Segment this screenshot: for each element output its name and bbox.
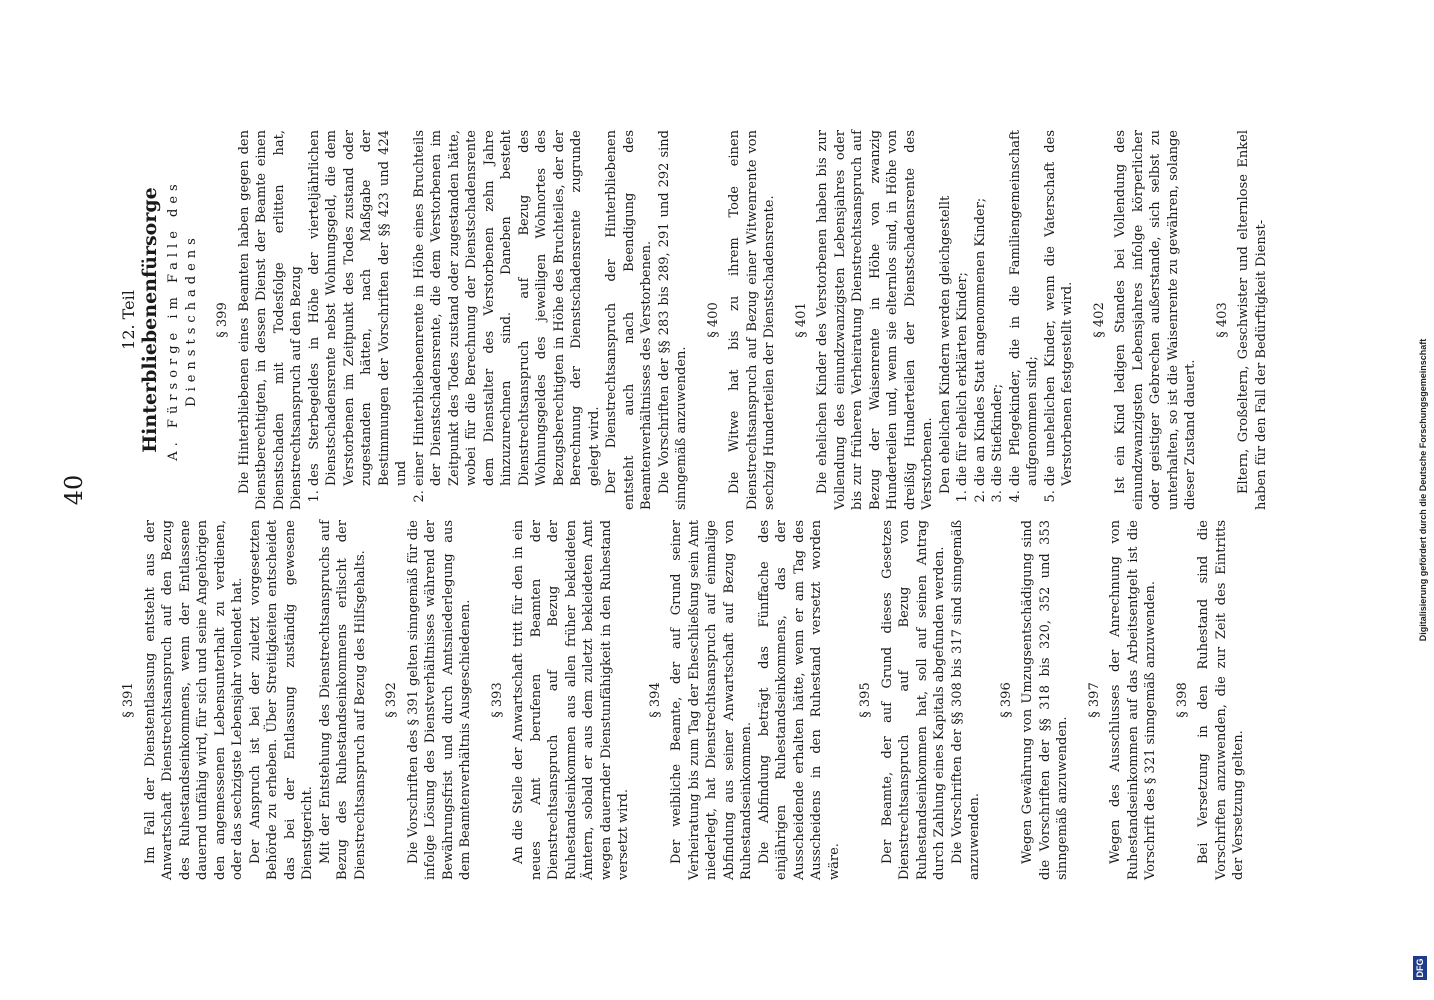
section-paragraph: Wegen Gewährung von Umzugsentschädigung sind die Vorschriften der §§ 318 bis 320, 352 und 353 sinngemäß anzuwenden. [1020,520,1070,880]
section-paragraph: Wegen des Ausschlusses der Anrechnung von Ruhestandseinkommen auf das Arbeitsentgelt ist die Vorschrift des § 321 sinngemäß anzuwenden. [1108,520,1158,880]
section-title: § 394 [647,682,663,718]
list-item: 5. die unehelichen Kinder, wenn die Vaterschaft des Verstorbenen festgestellt wird. [1042,130,1077,486]
section-paragraph: Die Vorschriften des § 391 gelten sinngemäß für die infolge Lösung des Dienstverhältnisses während der Bewährungsfrist und durch Amtsniederlegung aus dem Beamtenverhältnis Ausgeschiedenen. [405,520,473,880]
section-400-text: Die Witwe hat bis zu ihrem Tode einen Dienstrechtsanspruch auf Bezug einer Witwenrente von sechzig Hunderteilen der Dienstschadensrente. [727,130,777,510]
section-title: § 398 [1174,682,1190,718]
list-item: 3. die Stiefkinder; [989,130,1007,486]
list-item: 2. die an Kindes Statt angenommenen Kinder; [972,130,990,486]
section-403-text: Eltern, Großeltern, Geschwister und elternlose Enkel haben für den Fall der Bedürftigkeit Dienst- [1236,130,1269,510]
section-paragraph: Mit der Entstehung des Dienstrechtsanspruchs auf Bezug des Ruhestandseinkommens erlischt der Dienstrechtsanspruch auf Bezug des Hilfsgehalts. [317,520,368,880]
section-paragraph: Die Abfindung beträgt das Fünffache des einjährigen Ruhestandseinkommens, das der Ausscheidende erhalten hätte, wenn er am Tag des Ausscheidens in den Ruhestand versetzt worden wäre. [756,520,842,880]
part-title: Hinterbliebenenfürsorge [138,187,161,453]
section-title-403: § 403 [1214,302,1230,338]
section-title: § 391 [121,682,136,718]
sub-heading: A. Fürsorge im Falle des Dienstschadens [166,179,199,461]
right-column [120,130,1270,510]
section-paragraph: Bei Versetzung in den Ruhestand sind die Vorschriften anzuwenden, die zur Zeit des Eintritts der Versetzung gelten. [1196,520,1246,880]
list-item: 1. die für ehelich erklärten Kinder; [954,130,972,486]
page-number: 40 [60,474,88,506]
section-paragraph: An die Stelle der Anwartschaft tritt für den in ein neues Amt berufenen Beamten der Dienstrechtsanspruch auf Bezug der Ruhestandseinkommen aus allen früher bekleideten Ämtern, sobald er aus dem zuletzt bekleideten Amt wegen dauernder Dienstunfähigkeit in den Ruhestand versetzt wird. [511,520,631,880]
section-399-intro: Die Hinterbliebenen eines Beamten haben gegen den Dienstberechtigten, in dessen Dienst der Beamte einen Dienstschaden mit Todesfolge erlitten hat, Dienstrechtsanspruch auf den Bezug [236,130,304,510]
section-title: § 393 [489,682,505,718]
section-401-list [954,130,1077,510]
section-paragraph: Die Vorschriften der §§ 308 bis 317 sind sinngemäß anzuwenden. [949,520,982,880]
section-paragraph: Im Fall der Dienstentlassung entsteht aus der Anwartschaft Dienstrechtsanspruch auf den Bezug des Ruhestandseinkommens, wenn der Entlassene dauernd unfähig wird, für sich und seine Angehörigen den angemessenen Lebensunterhalt zu verdienen, oder das sechzigste Lebensjahr vollendet hat. [142,520,245,880]
section-title: § 397 [1086,682,1102,718]
section-paragraph: Der Beamte, der auf Grund dieses Gesetzes Dienstrechtsanspruch auf Bezug von Ruhestandseinkommen hat, soll auf seinen Antrag durch Zahlung eines Kapitals abgefunden werden. [879,520,947,880]
section-title: § 395 [858,682,873,718]
section-401-intro: Die ehelichen Kinder des Verstorbenen haben bis zur Vollendung des einundzwanzigsten Lebensjahres oder bis zur früheren Verheiratung Dienstrechtsanspruch auf Bezug der Waisenrente in Höhe von zwanzig Hunderteilen und, wenn sie elternlos sind, in Höhe von dreißig Hunderteilen der Dienstschadensrente des Verstorbenen. [815,130,935,510]
section-title-401: § 401 [793,302,809,338]
section-399-list [306,130,604,510]
section-title: § 396 [998,682,1014,718]
section-title-400: § 400 [705,302,721,338]
section-title-399: § 399 [215,302,230,338]
section-title: § 392 [384,682,399,718]
left-column [120,520,1248,880]
section-paragraph: Der weibliche Beamte, der auf Grund seiner Verheiratung bis zum Tag der Eheschließung sein Amt niederlegt, hat Dienstrechtsanspruch auf einmalige Abfindung aus seiner Anwartschaft auf Bezug von Ruhestandseinkommen. [669,520,754,880]
section-paragraph: Der Anspruch ist bei der zuletzt vorgesetzten Behörde zu erheben. Über Streitigkeiten entscheidet das bei der Entlassung zuständig gewesene Dienstgericht. [247,520,315,880]
funding-note: Digitalisierung gefördert durch die Deutsche Forschungsgemeinschaft [1418,338,1428,642]
section-399-para: Die Vorschriften der §§ 283 bis 289, 291 und 292 sind sinngemäß anzuwenden. [656,130,689,510]
section-402-text: Ist ein Kind ledigen Standes bei Vollendung des einundzwanzigsten Lebensjahres infolge körperlicher oder geistiger Gebrechen außerstande, sich selbst zu unterhalten, so ist die Waisenrente zu gewähren, solange dieser Zustand dauert. [1113,130,1198,510]
list-item: 4. die Pflegekinder, die in die Familiengemeinschaft aufgenommen sind; [1007,130,1042,486]
list-item: 2. einer Hinterbliebenenrente in Höhe eines Bruchteils der Dienstschadensrente, die dem Verstorbenen im Zeitpunkt des Todes zustand oder zugestanden hätte, wobei für die Berechnung der Dienstschadensrente dem Dienstalter des Verstorbenen zehn Jahre hinzuzurechnen sind. Daneben besteht Dienstrechtsanspruch auf Bezug des Wohnungsgeldes des jeweiligen Wohnortes des Bezugsberechtigten in Höhe des Bruchteiles, der der Berechnung der Dienstschadensrente zugrunde gelegt wird. [411,130,604,486]
list-item: 1. des Sterbegeldes in Höhe der vierteljährlichen Dienstschadensrente nebst Wohnungsgeld, die dem Verstorbenen im Zeitpunkt des Todes zustand oder zugestanden hätten, nach Maßgabe der Bestimmungen der Vorschriften der §§ 423 und 424 und [306,130,411,486]
section-401-lead: Den ehelichen Kindern werden gleichgestellt [937,195,953,494]
part-heading: 12. Teil [119,290,138,350]
section-399-para: Der Dienstrechtsanspruch der Hinterbliebenen entsteht auch nach Beendigung des Beamtenverhältnisses des Verstorbenen. [604,130,654,510]
section-title-402: § 402 [1091,302,1107,338]
dfg-logo: DFG [1413,956,1427,980]
